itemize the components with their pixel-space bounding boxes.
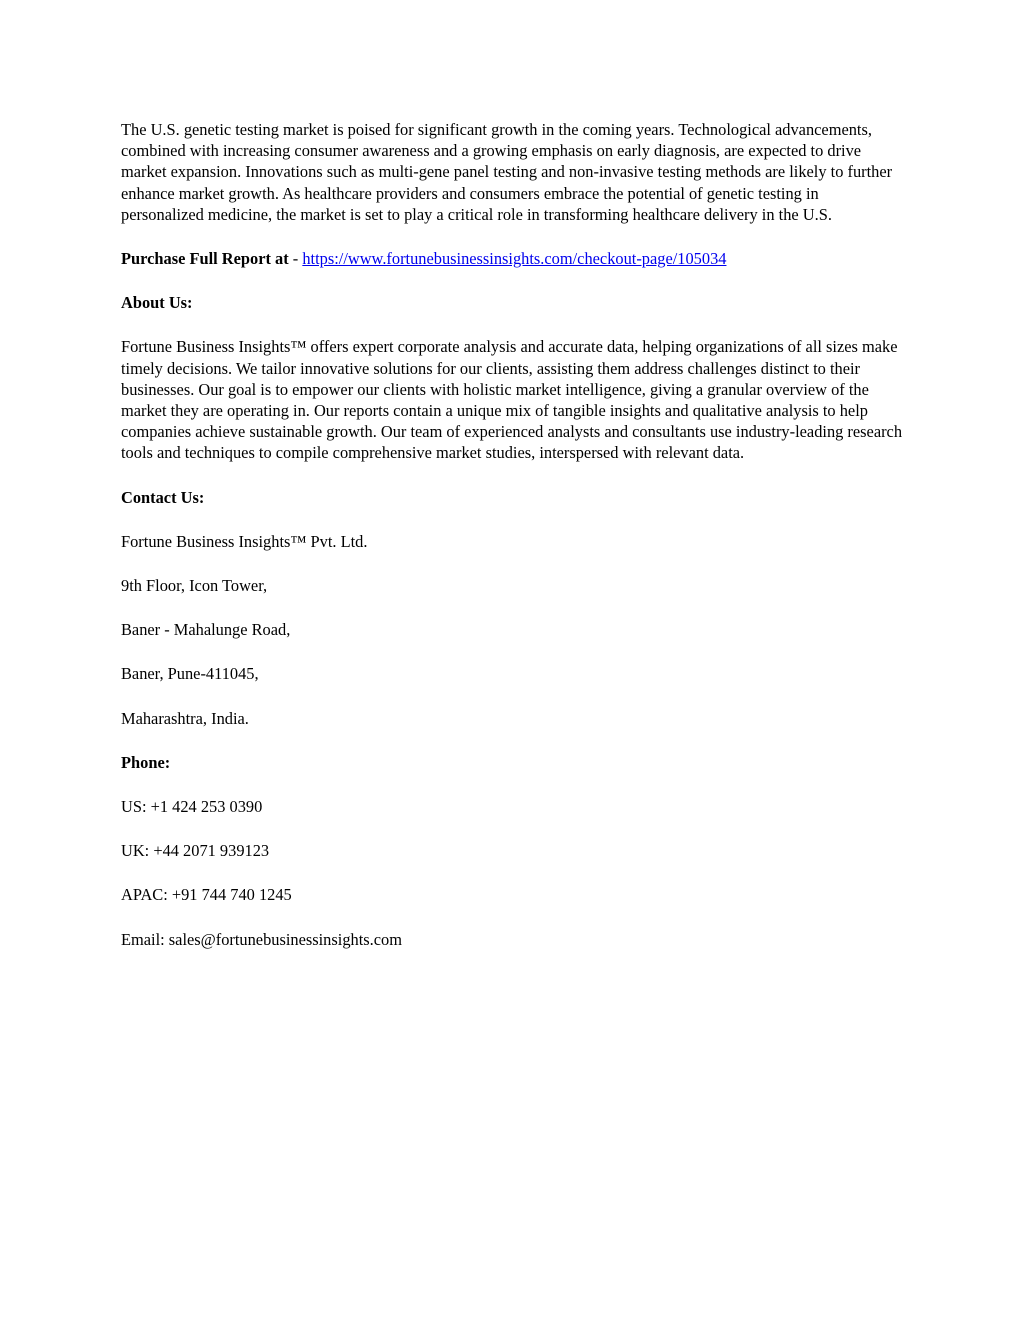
about-paragraph: Fortune Business Insights™ offers expert corporate analysis and accurate data, helping organizations of all sizes make timely decisions. We tailor innovative solutions for our clients, assisting them address challenges distinct to their businesses. Our goal is to empower our clients with holistic market intelligence, giving a granular overview of the market they are operating in. Our reports contain a unique mix of tangible insights and qualitative analysis to help companies achieve sustainable growth. Our team of experienced analysts and consultants use industry-leading research tools and techniques to compile comprehensive market studies, interspersed with relevant data. <box>121 337 903 463</box>
phone-us: US: +1 424 253 0390 <box>121 797 263 817</box>
address-line-state: Maharashtra, India. <box>121 708 249 728</box>
document-page <box>121 119 905 973</box>
about-heading: About Us: <box>121 293 193 313</box>
intro-paragraph: The U.S. genetic testing market is poised for significant growth in the coming years. Technological advancements, combined with increasing consumer awareness and a growing emphasis on early diagnosis, are expected to drive market expansion. Innovations such as multi-gene panel testing and non-invasive testing methods are likely to further enhance market growth. As healthcare providers and consumers embrace the potential of genetic testing in personalized medicine, the market is set to play a critical role in transforming healthcare delivery in the U.S. <box>121 120 893 224</box>
phone-uk: UK: +44 2071 939123 <box>121 841 270 861</box>
purchase-label: Purchase Full Report at <box>121 249 289 269</box>
address-line-city: Baner, Pune-411045, <box>121 664 259 684</box>
purchase-report-link[interactable]: https://www.fortunebusinessinsights.com/checkout-page/105034 <box>302 249 727 269</box>
purchase-separator: - <box>288 249 303 269</box>
email-line: Email: sales@fortunebusinessinsights.com <box>121 929 402 949</box>
contact-company: Fortune Business Insights™ Pvt. Ltd. <box>121 531 368 551</box>
phone-apac: APAC: +91 744 740 1245 <box>121 885 292 905</box>
purchase-line <box>121 248 905 269</box>
phone-heading: Phone: <box>121 752 171 772</box>
address-line-floor: 9th Floor, Icon Tower, <box>121 576 268 596</box>
contact-heading: Contact Us: <box>121 487 205 507</box>
address-line-road: Baner - Mahalunge Road, <box>121 620 291 640</box>
